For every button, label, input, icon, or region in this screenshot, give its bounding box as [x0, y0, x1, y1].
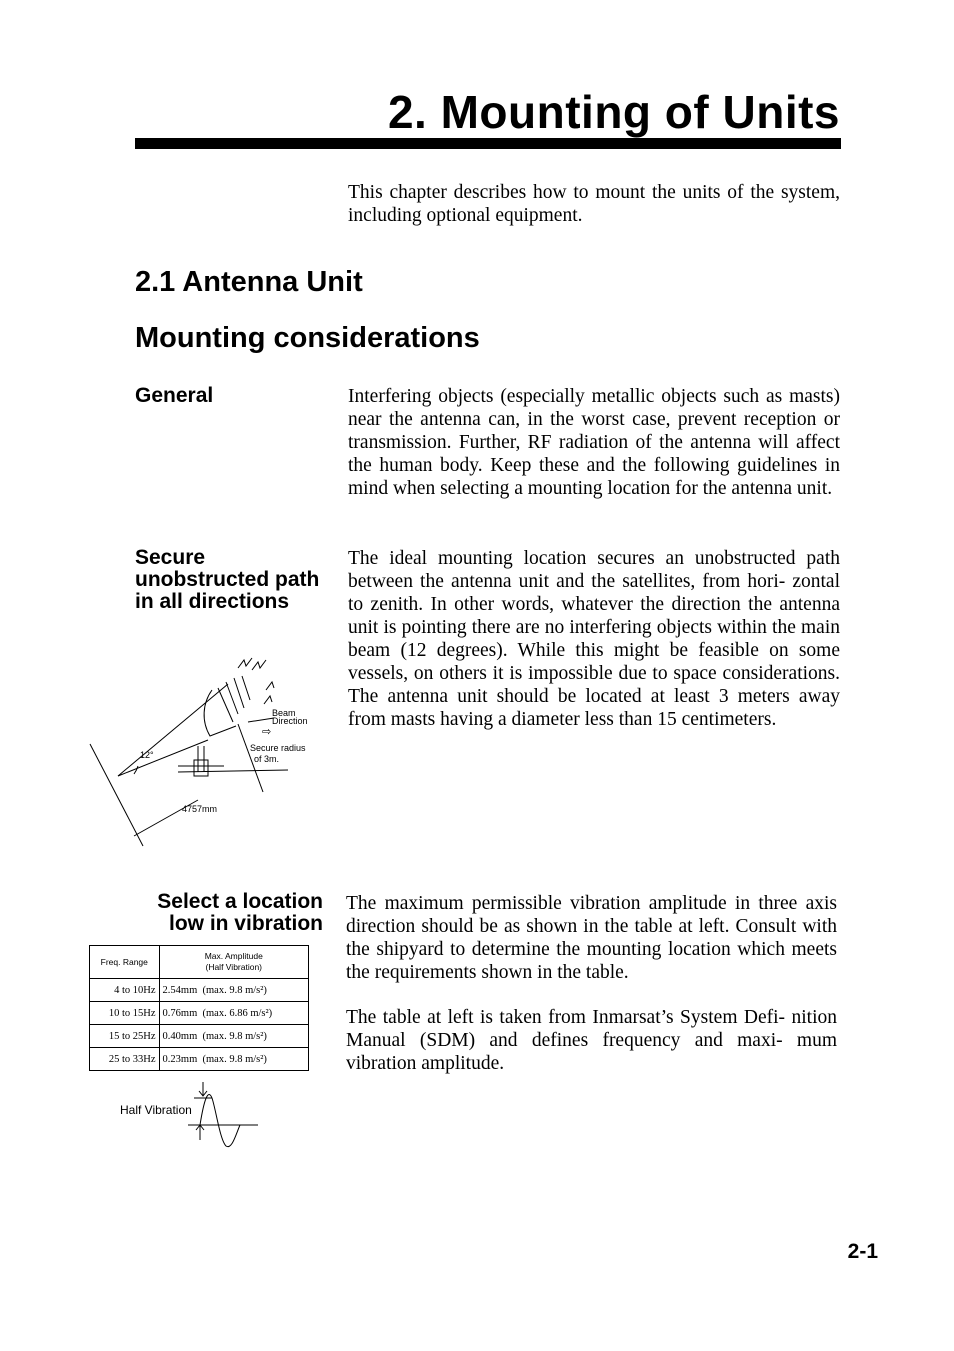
vibration-paragraph-2: The table at left is taken from Inmarsat’s System Defi- nition Manual (SDM) and defines frequency and maxi- mum vibration amplitude.	[346, 1007, 837, 1074]
beam-arrow-4	[264, 696, 272, 704]
radius-label-1: Secure radius	[250, 743, 306, 753]
beam-upper-line	[118, 684, 228, 776]
beam-arrow-3	[266, 682, 274, 690]
distance-label: 4757mm	[182, 804, 218, 814]
amp-cell: 0.40mm (max. 9.8 m/s²)	[159, 1025, 308, 1048]
section-heading: 2.1 Antenna Unit	[135, 266, 363, 298]
amp-cell: 0.76mm (max. 6.86 m/s²)	[159, 1002, 308, 1025]
general-label: General	[135, 384, 214, 407]
table-row	[90, 1002, 309, 1025]
chapter-title: 2. Mounting of Units	[387, 86, 840, 138]
angle-arc	[134, 766, 138, 774]
beam-label-2: Direction	[272, 716, 308, 726]
table-header-freq: Freq. Range	[90, 946, 160, 979]
title-rule	[135, 138, 841, 149]
header-amp-line-1: Max. Amplitude	[204, 951, 263, 961]
sine-wave	[200, 1094, 240, 1146]
vibration-label: Select a location low in vibration	[157, 890, 323, 935]
mast-line	[90, 744, 143, 846]
freq-cell: 15 to 25Hz	[90, 1025, 160, 1048]
radius-label-2: of 3m.	[254, 754, 280, 764]
vibration-table	[89, 945, 309, 1071]
beam-arrow-2	[252, 660, 266, 670]
freq-cell: 10 to 15Hz	[90, 1002, 160, 1025]
page-number: 2-1	[847, 1240, 878, 1263]
antenna-beam-diagram	[88, 648, 328, 848]
table-row	[90, 1025, 309, 1048]
amp-cell: 0.23mm (max. 9.8 m/s²)	[159, 1048, 308, 1071]
freq-cell: 25 to 33Hz	[90, 1048, 160, 1071]
freq-cell: 4 to 10Hz	[90, 979, 160, 1002]
direction-arrow-icon: ⇨	[262, 725, 272, 738]
dish-hatch-3	[234, 678, 244, 708]
table-row	[90, 1048, 309, 1071]
header-amp-line-2: (Half Vibration)	[205, 962, 263, 972]
table-row	[90, 979, 309, 1002]
vibration-paragraph-1: The maximum permissible vibration amplitude in three axis direction should be as shown in the table at left. Consult with the shipyard to determine the mounting location which meets the requirements shown in the table.	[346, 893, 837, 983]
table-header-amplitude	[159, 946, 308, 979]
half-vibration-diagram	[112, 1080, 272, 1150]
beam-arrow-1	[238, 658, 252, 668]
beam-label-1: Beam	[272, 708, 296, 718]
dish-hatch-1	[218, 688, 233, 722]
subsection-heading: Mounting considerations	[135, 322, 480, 354]
dish-hatch-4	[242, 676, 250, 700]
secure-path-paragraph: The ideal mounting location secures an unobstructed path between the antenna unit and the satellites, from hori- zontal to zenith. In other words, whatever the direction the antenna unit is pointing there are no interfering objects within the main beam (12 degrees). While this might be feasible on some vessels, on others it is impossible due to space considerations. The antenna unit should be located at least 3 meters away from masts having a diameter less than 15 centimeters.	[348, 548, 840, 730]
half-vibration-label: Half Vibration	[120, 1103, 192, 1117]
beam-direction-leader	[248, 718, 274, 722]
angle-label: 12°	[140, 750, 154, 760]
general-paragraph: Interfering objects (especially metallic objects such as masts) near the antenna can, in the worst case, prevent reception or transmission. Further, RF radiation of the antenna will affect the human body. Keep these and the following guidelines in mind when selecting a mounting location for the antenna unit.	[348, 386, 840, 499]
amp-cell: 2.54mm (max. 9.8 m/s²)	[159, 979, 308, 1002]
secure-path-label: Secure unobstructed path in all directions	[135, 546, 320, 613]
chapter-intro: This chapter describes how to mount the units of the system, including optional equipment.	[348, 182, 840, 226]
antenna-base	[194, 760, 208, 776]
